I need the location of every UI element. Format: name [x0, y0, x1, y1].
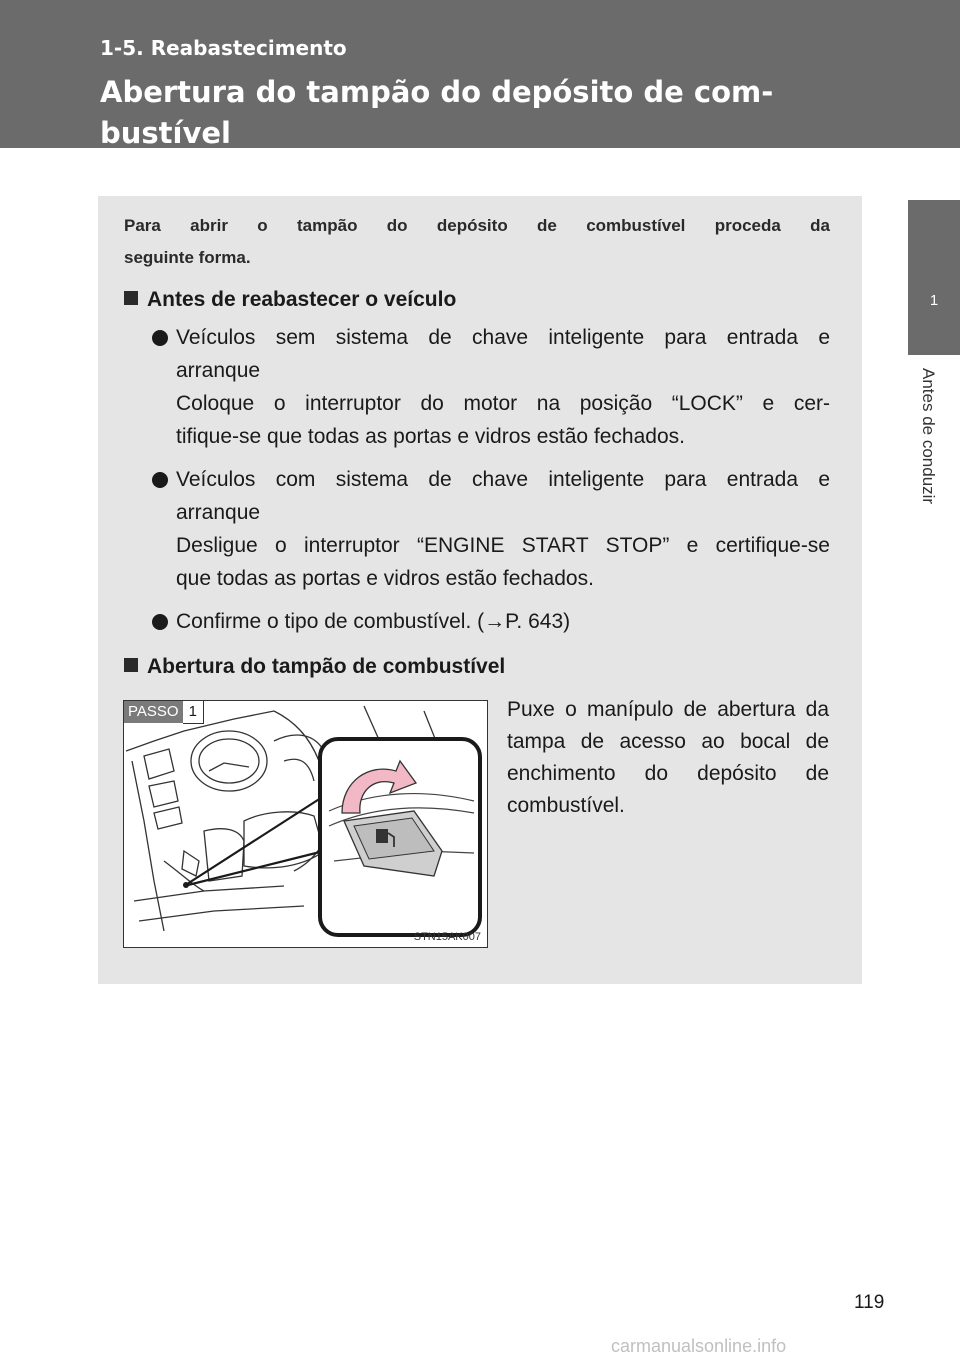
list-item-line: Desligue o interruptor “ENGINE START STOP” e certifique-se: [176, 534, 830, 557]
chapter-name: Antes de conduzir: [919, 368, 938, 505]
step-label: [124, 701, 204, 724]
fuel-door-opener-illustration: [123, 700, 488, 948]
step-word: PASSO: [124, 701, 183, 723]
square-bullet-icon: [124, 291, 138, 305]
square-bullet-icon: [124, 658, 138, 672]
intro-text: [124, 210, 830, 274]
list-item: [152, 321, 830, 453]
bullet-dot-icon: [152, 614, 168, 630]
list-item-line: Veículos com sistema de chave inteligente para entrada e: [176, 468, 830, 491]
page-header: [0, 0, 960, 148]
section-label: 1-5. Reabastecimento: [100, 36, 347, 60]
page-title-line-2: bustível: [100, 116, 231, 150]
subheading-before-refuel: Antes de reabastecer o veículo: [124, 288, 456, 312]
intro-line-2: seguinte forma.: [124, 248, 251, 267]
page-number: 119: [854, 1292, 885, 1313]
list-item: [152, 463, 830, 595]
step-instruction: Puxe o manípulo de abertura da tampa de acesso ao bocal de enchimento do depósito de combustível.: [507, 698, 829, 817]
chapter-number: 1: [929, 292, 939, 309]
list-item-line: tifique-se que todas as portas e vidros estão fechados.: [176, 425, 685, 448]
bullet-dot-icon: [152, 330, 168, 346]
list-item-line: arranque: [176, 359, 261, 382]
intro-line-1: Para abrir o tampão do depósito de combustível proceda da: [124, 216, 830, 235]
list-item-line: que todas as portas e vidros estão fechados.: [176, 567, 594, 590]
page-title: [100, 72, 820, 154]
figure-code: STN15AK007: [413, 931, 481, 943]
page-title-line-1: Abertura do tampão do depósito de com-: [100, 75, 774, 109]
list-item-line: Veículos sem sistema de chave inteligente para entrada e: [176, 326, 830, 349]
chapter-tab: [908, 200, 960, 355]
subheading-open-fuel-cap: Abertura do tampão de combustível: [124, 655, 505, 679]
list-item-line: Confirme o tipo de combustível. (→P. 643): [176, 610, 571, 633]
list-item: [152, 605, 830, 638]
bullet-dot-icon: [152, 472, 168, 488]
list-item-line: arranque: [176, 501, 261, 524]
watermark: carmanualsonline.info: [611, 1336, 787, 1356]
car-interior-icon: [124, 701, 487, 947]
step-number: 1: [183, 701, 204, 724]
list-item-line: Coloque o interruptor do motor na posição “LOCK” e cer-: [176, 392, 830, 415]
